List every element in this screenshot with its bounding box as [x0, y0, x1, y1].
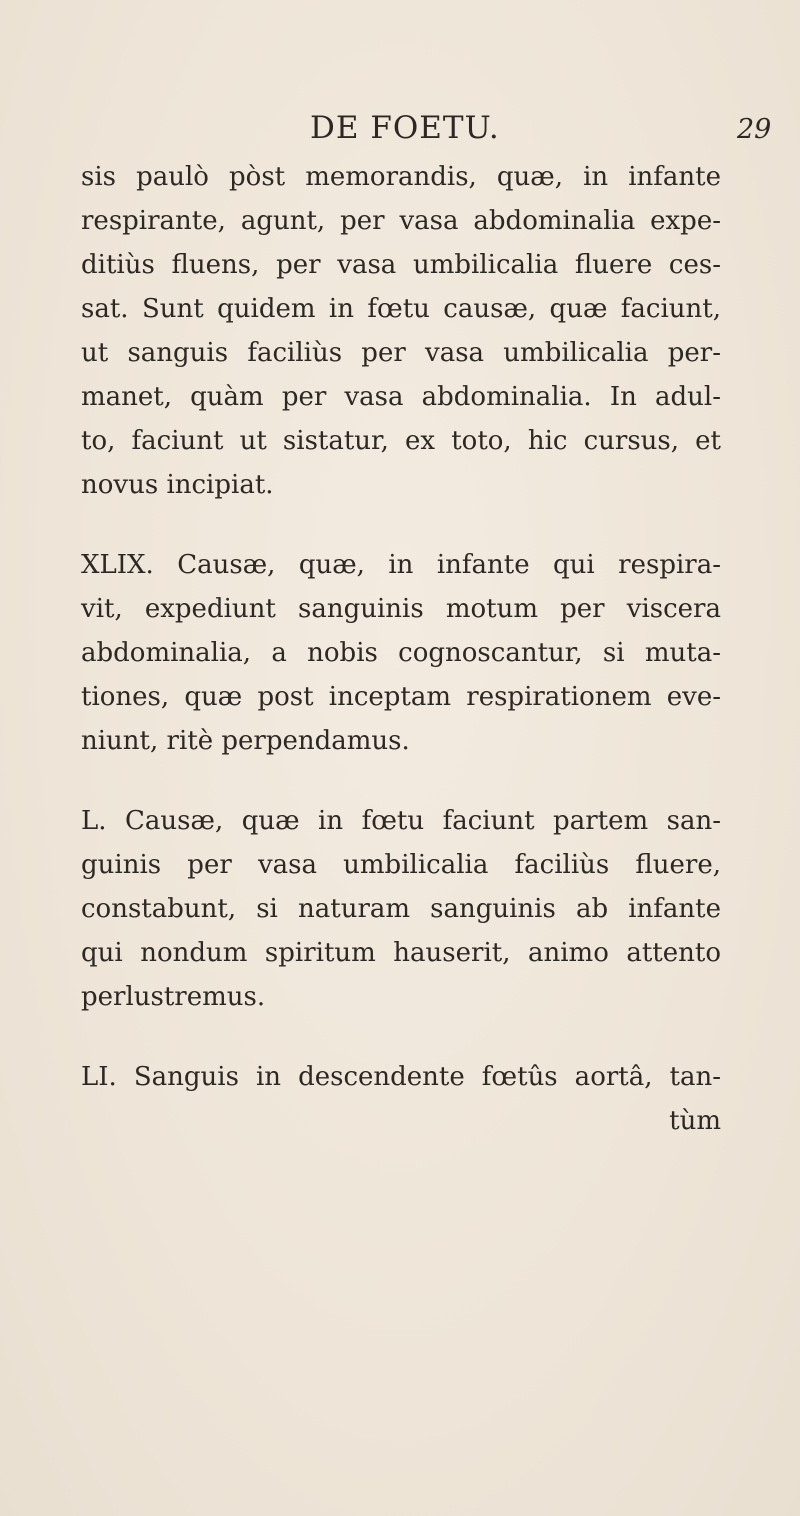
text-line: constabunt, si naturam sanguinis ab infante	[81, 894, 721, 924]
running-title: DE FOETU.	[310, 110, 500, 146]
text-line: novus incipiat.	[81, 470, 274, 500]
text-line: sis paulò pòst memorandis, quæ, in infante	[81, 162, 721, 192]
text-line: qui nondum spiritum hauserit, animo attento	[81, 938, 721, 968]
paragraph-gap	[81, 507, 721, 543]
body-text	[81, 155, 721, 1143]
paragraph-3	[81, 799, 721, 1019]
text-line: respirante, agunt, per vasa abdominalia expe-	[81, 206, 721, 236]
text-line: manet, quàm per vasa abdominalia. In adul-	[81, 382, 721, 412]
page-number: 29	[737, 114, 772, 145]
paragraph-gap	[81, 1019, 721, 1055]
text-line: niunt, ritè perpendamus.	[81, 726, 410, 756]
text-line: LI. Sanguis in descendente fœtûs aortâ, tan-	[81, 1062, 721, 1092]
text-line: abdominalia, a nobis cognoscantur, si muta-	[81, 638, 721, 668]
paragraph-1	[81, 155, 721, 507]
text-line: vit, expediunt sanguinis motum per viscera	[81, 594, 721, 624]
text-line: to, faciunt ut sistatur, ex toto, hic cursus, et	[81, 426, 721, 456]
paragraph-2	[81, 543, 721, 763]
text-line: guinis per vasa umbilicalia faciliùs fluere,	[81, 850, 721, 880]
text-line: perlustremus.	[81, 982, 266, 1012]
catchword: tùm	[669, 1106, 721, 1136]
running-head	[0, 110, 800, 150]
paragraph-4	[81, 1055, 721, 1099]
text-line: XLIX. Causæ, quæ, in infante qui respira-	[81, 550, 721, 580]
paragraph-gap	[81, 763, 721, 799]
text-line: L. Causæ, quæ in fœtu faciunt partem san-	[81, 806, 721, 836]
text-line: ut sanguis faciliùs per vasa umbilicalia per-	[81, 338, 721, 368]
text-line: ditiùs fluens, per vasa umbilicalia fluere ces-	[81, 250, 721, 280]
text-line: tiones, quæ post inceptam respirationem eve-	[81, 682, 721, 712]
text-line: sat. Sunt quidem in fœtu causæ, quæ faciunt,	[81, 294, 721, 324]
